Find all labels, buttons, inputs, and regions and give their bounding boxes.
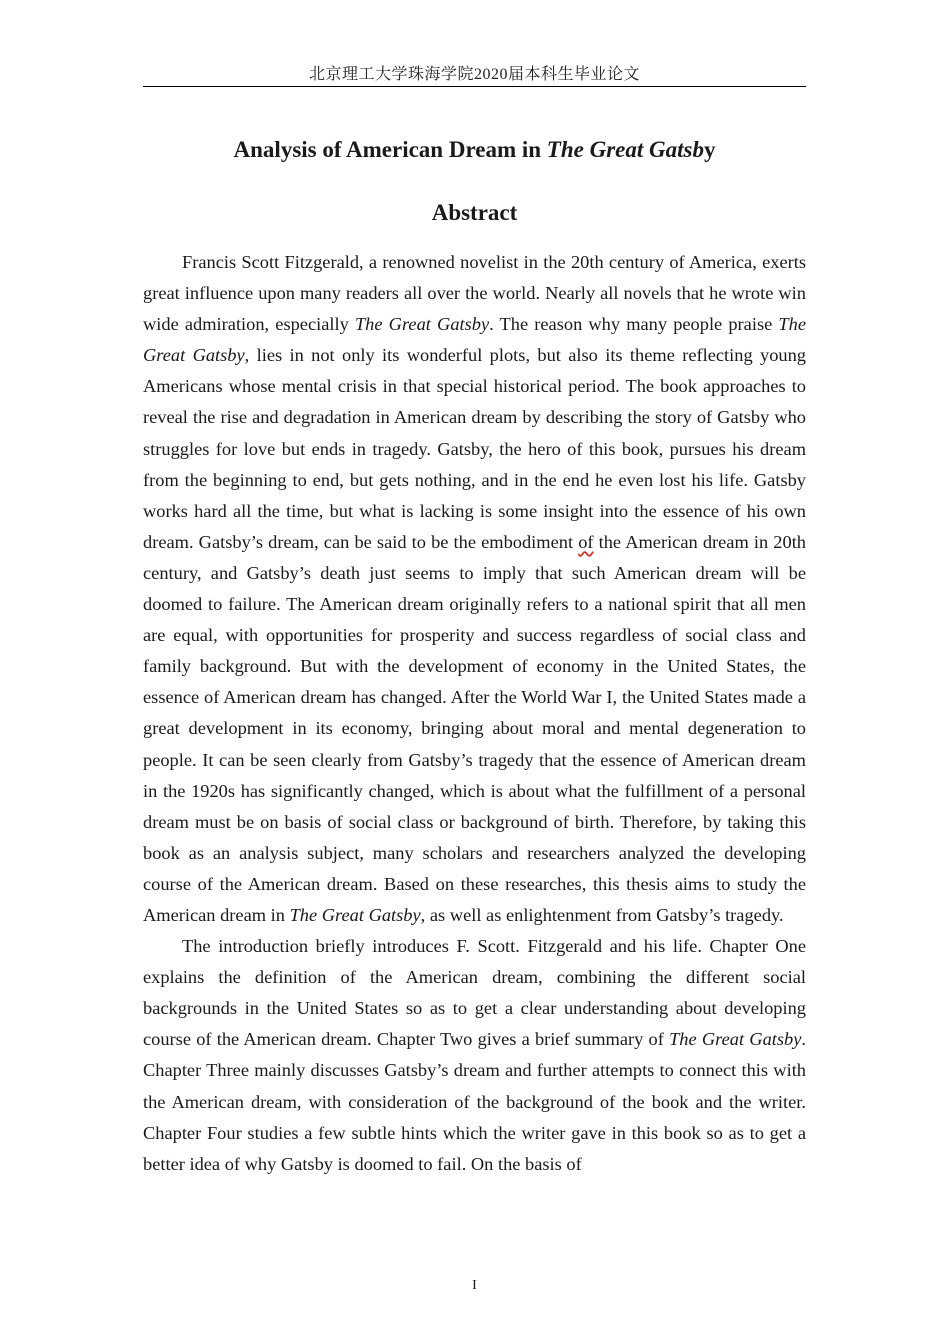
book-title: The Great Gatsby: [354, 314, 490, 335]
book-title: The Great Gatsby: [143, 314, 806, 366]
book-title: The Great Gatsby: [289, 904, 421, 925]
thesis-title: [143, 134, 806, 166]
paragraph-1: [143, 247, 806, 931]
title-italic: The Great Gatsb: [546, 137, 704, 162]
paragraph-1-text-4: the American dream in 20th century, and Gatsby’s death just seems to imply that such American dream will be doomed to failure. The American dream originally refers to a national spirit that all men are equal, with opportunities for prosperity and success regardless of social class and family background. But with the development of economy in the United States, the essence of American dream has changed. After the World War I, the United States made a great development in its economy, bringing about moral and mental degeneration to people. It can be seen clearly from Gatsby’s tragedy that the essence of American dream in the 1920s has significantly changed, which is about what the fulfillment of a personal dream must be on basis of social class or background of birth. Therefore, by taking this book as an analysis subject, many scholars and researchers analyzed the developing course of the American dream. Based on these researches, this thesis aims to study the American dream in: [143, 531, 806, 925]
paragraph-2-text-1: The introduction briefly introduces F. Scott. Fitzgerald and his life. Chapter One explains the definition of the American dream, combining the different social backgrounds in the United States so as to get a clear understanding about developing course of the American dream. Chapter Two gives a brief summary of: [143, 936, 806, 1050]
header-rule: [143, 86, 806, 87]
paragraph-2-text-2: . Chapter Three mainly discusses Gatsby’s dream and further attempts to connect this with the American dream, with consideration of the background of the book and the writer. Chapter Four studies a few subtle hints which the writer gave in this book so as to get a better idea of why Gatsby is doomed to fail. On the basis of: [143, 1029, 806, 1174]
paragraph-2: [143, 931, 806, 1180]
paragraph-1-text-5: , as well as enlightenment from Gatsby’s tragedy.: [420, 904, 784, 925]
abstract-body: [143, 247, 806, 1180]
paragraph-1-text-3: , lies in not only its wonderful plots, but also its theme reflecting young Americans whose mental crisis in that special historical period. The book approaches to reveal the rise and degradation in American dream by describing the story of Gatsby who struggles for love but ends in tragedy. Gatsby, the hero of this book, pursues his dream from the beginning to end, but gets nothing, and in the end he even lost his life. Gatsby works hard all the time, but what is lacking is some insight into the essence of his own dream. Gatsby’s dream, can be said to be the embodiment: [143, 345, 806, 552]
page-number: I: [472, 1278, 477, 1293]
abstract-heading: Abstract: [431, 200, 518, 225]
book-title: The Great Gatsby: [669, 1029, 802, 1050]
paragraph-1-text-2: . The reason why many people praise: [489, 314, 779, 335]
running-header: 北京理工大学珠海学院2020届本科生毕业论文: [308, 66, 640, 83]
spellcheck-underline[interactable]: of: [578, 531, 594, 552]
title-suffix: y: [703, 137, 716, 162]
title-prefix: Analysis of American Dream in: [233, 137, 547, 162]
paragraph-1-text-1: Francis Scott Fitzgerald, a renowned novelist in the 20th century of America, exerts great influence upon many readers all over the world. Nearly all novels that he wrote win wide admiration, especially: [143, 252, 806, 335]
